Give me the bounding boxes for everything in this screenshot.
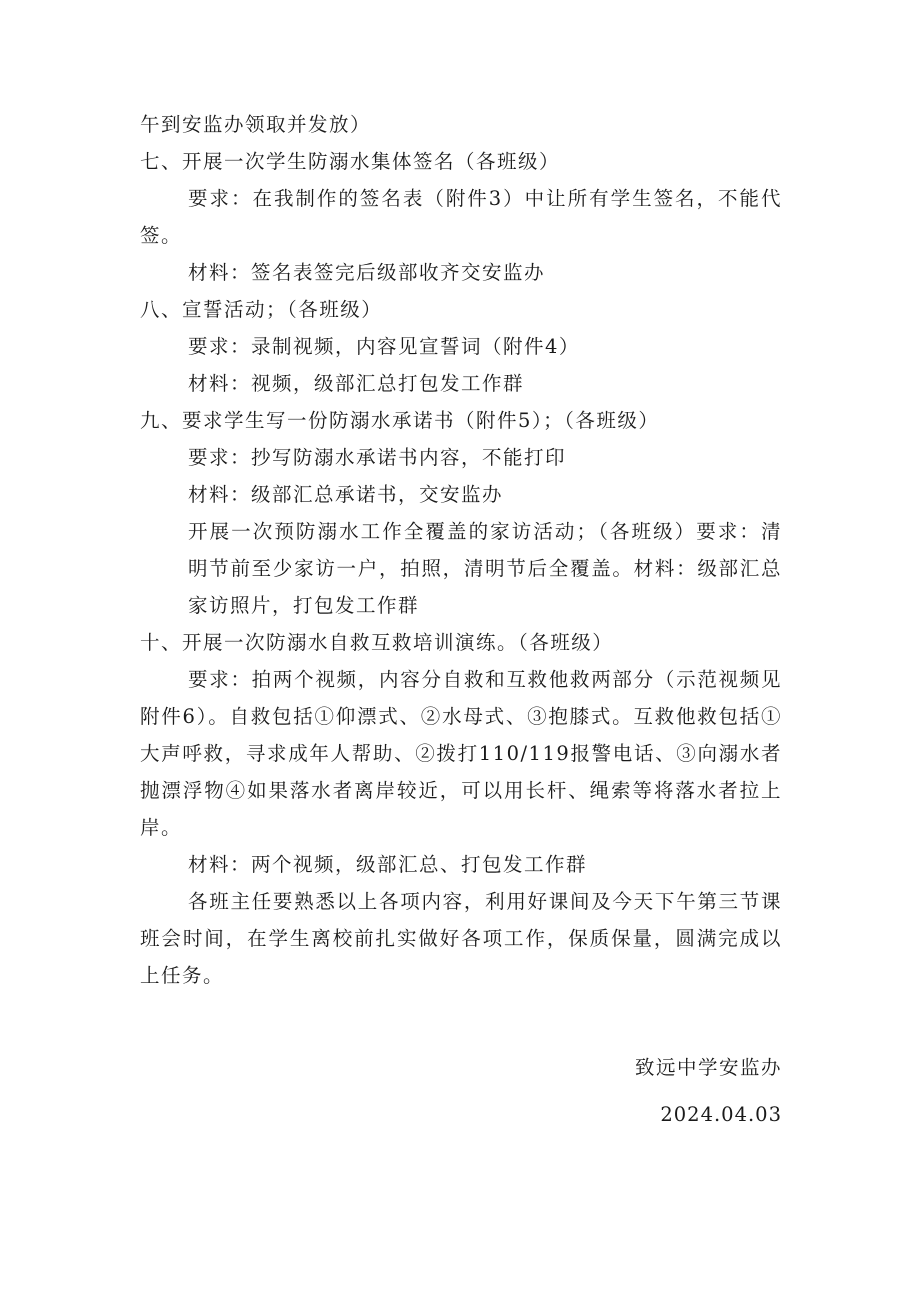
closing-paragraph: 各班主任要熟悉以上各项内容，利用好课间及今天下午第三节课班会时间，在学生离校前扎实做好各项工作，保质保量，圆满完成以上任务。 <box>140 890 782 987</box>
section-8-requirement: 要求：录制视频，内容见宣誓词（附件4） <box>188 335 580 358</box>
signature-organization: 致远中学安监办 <box>634 1056 782 1079</box>
signature-date: 2024.04.03 <box>660 1103 782 1126</box>
section-7-heading: 七、开展一次学生防溺水集体签名（各班级） <box>140 150 561 173</box>
section-9-material: 材料：级部汇总承诺书，交安监办 <box>188 483 504 506</box>
section-8-material: 材料：视频，级部汇总打包发工作群 <box>188 372 525 395</box>
section-7-material: 材料：签名表签完后级部收齐交安监办 <box>188 261 546 284</box>
section-9-requirement: 要求：抄写防溺水承诺书内容，不能打印 <box>188 446 567 469</box>
section-9-home-visit: 开展一次预防溺水工作全覆盖的家访活动；（各班级）要求：清明节前至少家访一户，拍照，清明节后全覆盖。材料：级部汇总家访照片，打包发工作群 <box>188 520 782 617</box>
section-8-heading: 八、宣誓活动；（各班级） <box>140 298 383 321</box>
section-10-heading: 十、开展一次防溺水自救互救培训演练。（各班级） <box>140 631 614 654</box>
section-7-requirement: 要求：在我制作的签名表（附件3）中让所有学生签名，不能代签。 <box>140 187 782 247</box>
continuation-line: 午到安监办领取并发放） <box>140 113 372 136</box>
section-10-material: 材料：两个视频，级部汇总、打包发工作群 <box>188 853 588 876</box>
section-10-requirement: 要求：拍两个视频，内容分自救和互救他救两部分（示范视频见附件6）。自救包括①仰漂式、②水母式、③抱膝式。互救他救包括①大声呼救，寻求成年人帮助、②拨打110/119报警电话、③向溺水者抛漂浮物④如果落水者离岸较近，可以用长杆、绳索等将落水者拉上岸。 <box>140 668 782 839</box>
document-body <box>140 106 782 994</box>
section-9-heading: 九、要求学生写一份防溺水承诺书（附件5）；（各班级） <box>140 409 660 432</box>
